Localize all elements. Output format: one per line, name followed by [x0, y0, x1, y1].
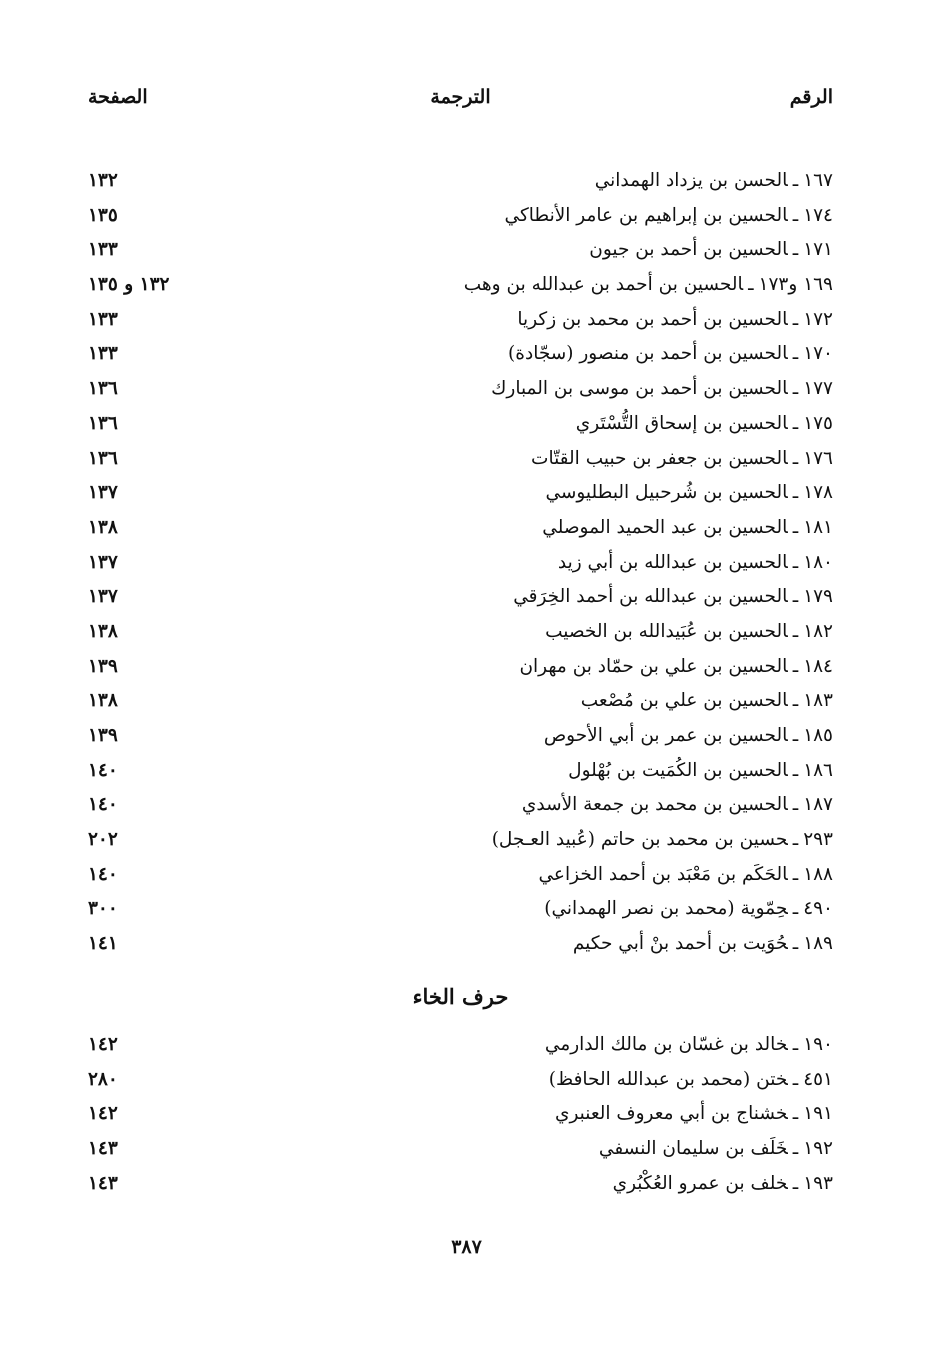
- entry-text: [539, 858, 833, 893]
- entry-page: ١٤٢: [88, 1103, 118, 1125]
- entry-name: الحسين بن جعفر بن حبيب القتّات: [531, 447, 788, 469]
- index-entry: [88, 303, 833, 338]
- entry-separator: ـ: [792, 829, 799, 851]
- entry-page: ١٣٨: [88, 690, 118, 712]
- index-entry: [88, 615, 833, 650]
- entry-page: ١٤٠: [88, 794, 118, 816]
- entry-name: الحسين بن إبراهيم بن عامر الأنطاكي: [504, 204, 788, 226]
- entry-number: ٤٥١: [803, 1068, 833, 1090]
- entry-text: [513, 580, 833, 615]
- index-entry: [88, 407, 833, 442]
- page-number: ٣٨٧: [451, 1236, 482, 1258]
- entry-name: الحسين بن عبدالله بن أبي زيد: [557, 551, 788, 573]
- entry-page: ١٣٣: [88, 343, 118, 365]
- index-entry: [88, 372, 833, 407]
- entry-number: ١٧٠: [803, 343, 833, 365]
- entry-number: ١٨٩: [803, 933, 833, 955]
- entry-number: ١٨٨: [803, 863, 833, 885]
- entry-number: ٢٩٣: [803, 829, 833, 851]
- entry-number: ١٩٢: [803, 1138, 833, 1160]
- index-entry: [88, 580, 833, 615]
- entry-number: ١٧١: [803, 239, 833, 261]
- index-entry: [88, 858, 833, 893]
- entry-separator: ـ: [792, 1068, 799, 1090]
- index-entry: [88, 199, 833, 234]
- entry-page: ٢٠٢: [88, 829, 118, 851]
- entry-page: ١٣٣: [88, 239, 118, 261]
- index-entry: [88, 1028, 833, 1063]
- entry-name: الحسين بن أحمد بن منصور (سجّادة): [508, 343, 788, 365]
- entry-number: ١٩٠: [803, 1034, 833, 1055]
- entry-page: ١٣٥: [88, 204, 118, 226]
- entry-page: ١٤١: [88, 933, 118, 955]
- index-list-ha: [88, 164, 833, 962]
- entry-separator: ـ: [792, 308, 799, 330]
- entry-separator: ـ: [792, 1103, 799, 1125]
- entry-text: [568, 754, 833, 789]
- index-entry: [88, 927, 833, 962]
- entry-text: [589, 233, 833, 268]
- entry-page: ١٣٦: [88, 378, 118, 400]
- index-entry: [88, 1132, 833, 1167]
- entry-text: [613, 1167, 833, 1202]
- entry-number: ١٨٤: [803, 655, 833, 677]
- entry-name: الحسين بن أحمد بن موسى بن المبارك: [491, 378, 788, 400]
- entry-number: ١٧٦: [803, 447, 833, 469]
- entry-text: [508, 337, 833, 372]
- entry-name: خلف بن عمرو العُكْبُري: [612, 1172, 788, 1194]
- entry-page: ١٣٩: [88, 725, 118, 746]
- entry-page: ١٤٣: [88, 1172, 118, 1194]
- entry-separator: ـ: [792, 1172, 799, 1194]
- entry-number: ٤٩٠: [803, 898, 833, 920]
- entry-number: ١٧٧: [803, 378, 833, 400]
- index-entry: [88, 268, 833, 303]
- entry-page: ١٣٧: [88, 482, 118, 504]
- entry-name: الحسين بن محمد بن جمعة الأسدي: [521, 794, 788, 816]
- entry-name: حِمّوية (محمد بن نصر الهمداني): [544, 898, 788, 920]
- entry-page: ١٣٩: [88, 655, 118, 677]
- column-header: [88, 86, 833, 118]
- entry-number: ١٨٠: [803, 551, 833, 573]
- index-entry: [88, 511, 833, 546]
- entry-separator: ـ: [792, 482, 799, 504]
- entry-separator: ـ: [792, 378, 799, 400]
- entry-text: [491, 372, 833, 407]
- index-entry: [88, 442, 833, 477]
- entry-separator: ـ: [792, 933, 799, 955]
- entry-separator: ـ: [792, 1138, 799, 1160]
- index-entry: [88, 823, 833, 858]
- entry-page: ١٣٨: [88, 516, 118, 538]
- entry-number: ١٧٢: [803, 308, 833, 330]
- entry-separator: ـ: [792, 343, 799, 365]
- entry-number: ١٧٤: [803, 204, 833, 226]
- entry-page: ١٤٠: [88, 863, 118, 885]
- index-entry: [88, 650, 833, 685]
- entry-number: ١٨٢: [803, 620, 833, 642]
- entry-page: ١٣٧: [88, 586, 118, 608]
- entry-name: خالد بن غسّان بن مالك الدارمي: [544, 1034, 788, 1055]
- entry-separator: ـ: [792, 1034, 799, 1055]
- entry-page: ١٣٦: [88, 412, 118, 434]
- entry-number: ١٨٥: [803, 725, 833, 746]
- entry-page: ٣٠٠: [88, 898, 118, 920]
- entry-name: الحسين بن عمر بن أبي الأحوص: [543, 725, 788, 746]
- entry-name: الحسين بن أحمد بن جيون: [589, 239, 788, 261]
- entry-number: ١٨٣: [803, 690, 833, 712]
- header-number-label: الرقم: [789, 86, 833, 108]
- entry-separator: ـ: [792, 516, 799, 538]
- entry-name: الحسين بن علي بن مُصْعب: [580, 690, 788, 712]
- entry-text: [545, 615, 833, 650]
- entry-text: [517, 303, 833, 338]
- entry-text: [505, 199, 833, 234]
- entry-page: ١٣٣: [88, 308, 118, 330]
- entry-name: خَلَف بن سليمان النسفي: [598, 1138, 788, 1160]
- entry-text: [464, 268, 833, 303]
- entry-text: [492, 823, 833, 858]
- entry-text: [576, 407, 833, 442]
- entry-separator: ـ: [792, 412, 799, 434]
- entry-number: ١٧٥: [803, 412, 833, 434]
- index-list-kha: [88, 1028, 833, 1201]
- entry-text: [558, 546, 833, 581]
- entry-name: الحسين بن أحمد بن محمد بن زكريا: [517, 308, 788, 330]
- entry-name: الحسين بن عبد الحميد الموصلي: [542, 516, 788, 538]
- index-entry: [88, 1167, 833, 1202]
- index-entry: [88, 1097, 833, 1132]
- entry-separator: ـ: [792, 586, 799, 608]
- entry-separator: ـ: [792, 239, 799, 261]
- entry-text: [544, 892, 833, 927]
- entry-name: ختن (محمد بن عبدالله الحافظ): [548, 1068, 788, 1090]
- entry-name: الحسين بن عبدالله بن أحمد الخِرَقي: [513, 586, 788, 608]
- entry-text: [549, 1063, 833, 1098]
- entry-separator: ـ: [792, 794, 799, 816]
- entry-text: [545, 476, 833, 511]
- entry-number: ١٨٦: [803, 759, 833, 781]
- entry-number: ١٩١: [803, 1103, 833, 1125]
- entry-number: ١٦٧: [803, 170, 833, 191]
- entry-text: [595, 164, 833, 199]
- entry-number: ١٧٩: [803, 586, 833, 608]
- entry-separator: ـ: [792, 655, 799, 677]
- index-entry: [88, 1063, 833, 1098]
- entry-text: [531, 442, 833, 477]
- entry-separator: ـ: [792, 690, 799, 712]
- entry-separator: ـ: [748, 274, 754, 296]
- entry-name: خشناج بن أبي معروف العنبري: [554, 1103, 788, 1125]
- header-title-label: الترجمة: [430, 86, 491, 108]
- entry-text: [544, 719, 833, 754]
- entry-separator: ـ: [792, 447, 799, 469]
- entry-number: ١٩٣: [803, 1172, 833, 1194]
- entry-text: [542, 511, 833, 546]
- entry-text: [522, 788, 833, 823]
- entry-page: ١٤٢: [88, 1034, 118, 1055]
- index-entry: [88, 337, 833, 372]
- entry-name: الحسين بن عُبَيدالله بن الخصيب: [545, 620, 788, 642]
- entry-text: [555, 1097, 833, 1132]
- entry-page: ١٣٢: [88, 170, 118, 191]
- entry-text: [519, 650, 833, 685]
- entry-name: حسين بن محمد بن حاتم (عُبيد العـجل): [491, 829, 788, 851]
- entry-separator: ـ: [792, 759, 799, 781]
- entry-page: ٢٨٠: [88, 1068, 118, 1090]
- entry-name: الحسن بن يزداد الهمداني: [594, 170, 788, 191]
- index-entry: [88, 719, 833, 754]
- entry-separator: ـ: [792, 725, 799, 746]
- index-entry: [88, 476, 833, 511]
- entry-number: ١٧٨: [803, 482, 833, 504]
- entry-separator: ـ: [792, 551, 799, 573]
- entry-name: الحسين بن أحمد بن عبدالله بن وهب: [463, 274, 744, 296]
- entry-name: الحسين بن إسحاق التُّسْتَري: [575, 412, 788, 434]
- entry-number: ١٨١: [803, 516, 833, 538]
- entry-name: الحسين بن علي بن حمّاد بن مهران: [519, 655, 788, 677]
- entry-text: [573, 927, 833, 962]
- entry-separator: ـ: [792, 204, 799, 226]
- entry-page: ١٤٠: [88, 759, 118, 781]
- entry-name: الحسين بن الكُمَيت بن بُهْلول: [568, 759, 788, 781]
- index-entry: [88, 788, 833, 823]
- entry-number: ١٦٩ و١٧٣: [758, 274, 833, 296]
- entry-separator: ـ: [792, 863, 799, 885]
- index-entry: [88, 892, 833, 927]
- entry-separator: ـ: [792, 898, 799, 920]
- index-entry: [88, 164, 833, 199]
- entry-page: ١٣٧: [88, 551, 118, 573]
- entry-name: الحسين بن شُرحبيل البطليوسي: [545, 482, 788, 504]
- entry-page: ١٤٣: [88, 1138, 118, 1160]
- index-entry: [88, 684, 833, 719]
- index-entry: [88, 754, 833, 789]
- entry-separator: ـ: [792, 170, 799, 191]
- entry-text: [599, 1132, 833, 1167]
- header-page-label: الصفحة: [88, 86, 148, 108]
- entry-separator: ـ: [792, 620, 799, 642]
- index-entry: [88, 233, 833, 268]
- entry-name: الحَكَم بن مَعْبَد بن أحمد الخزاعي: [538, 863, 788, 885]
- index-entry: [88, 546, 833, 581]
- entry-number: ١٨٧: [803, 794, 833, 816]
- entry-page: ١٣٨: [88, 620, 118, 642]
- entry-page: ١٣٢ و ١٣٥: [88, 274, 170, 296]
- entry-text: [581, 684, 833, 719]
- entry-text: [545, 1028, 833, 1063]
- section-title-kha: حرف الخاء: [412, 984, 509, 1009]
- entry-name: حُوَيت بن أحمد بنْ أبي حكيم: [572, 933, 788, 955]
- entry-page: ١٣٦: [88, 447, 118, 469]
